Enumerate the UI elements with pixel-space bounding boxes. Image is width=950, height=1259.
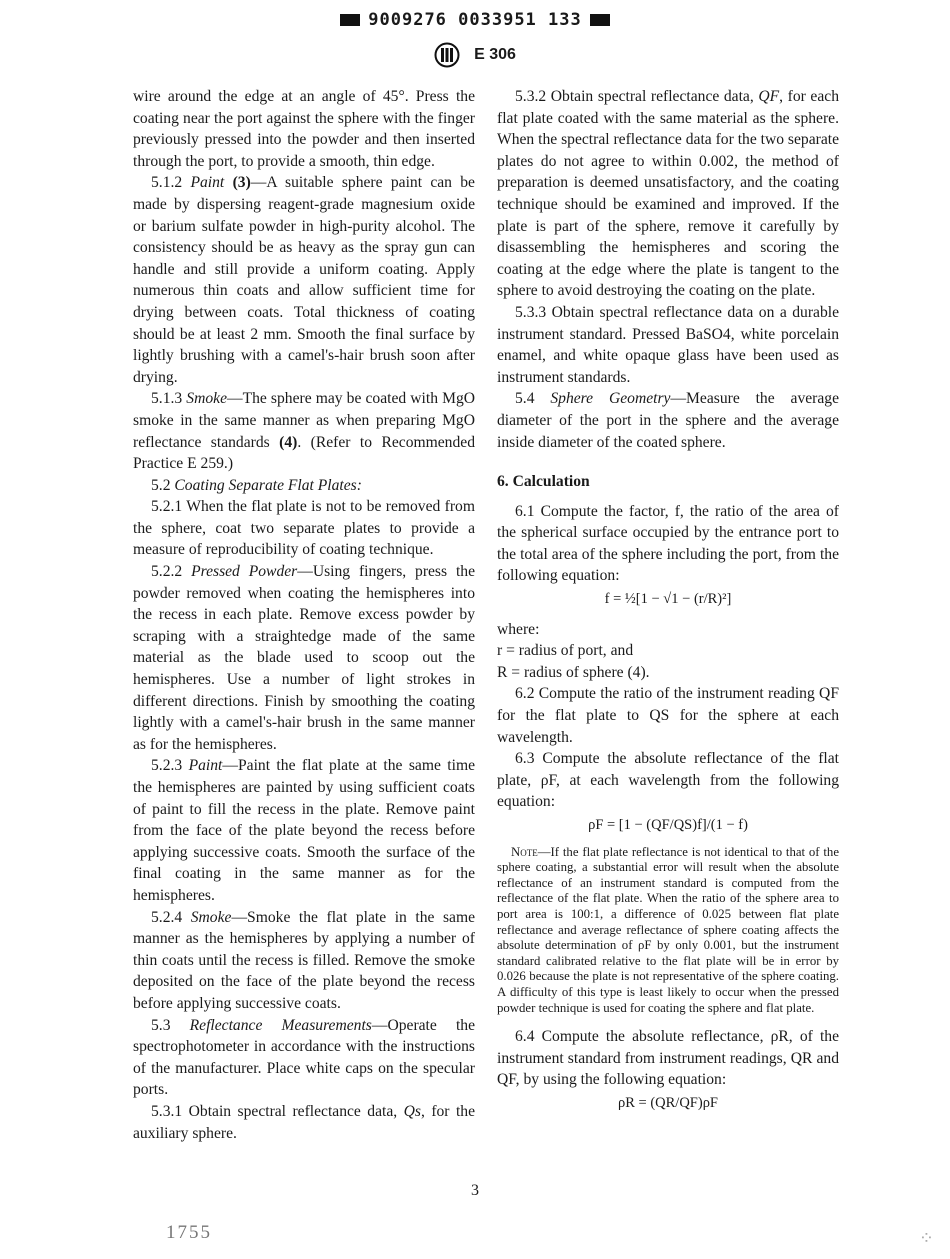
equation-flat-plate-reflectance: ρF = [1 − (QF/QS)f]/(1 − f): [588, 817, 748, 833]
document-barcode-line: [0, 10, 950, 30]
astm-logo-icon: [434, 42, 460, 68]
note-block: [497, 845, 839, 1017]
paragraph-5-2-4: 5.2.4 Smoke—Smoke the flat plate in the same manner as the hemispheres by applying a number of thin coats until the recess is filled. Remove the smoke deposited on the face of the plate beyond the recess before applying successive coats.: [133, 908, 476, 1012]
where-R-definition: R = radius of sphere (4).: [497, 663, 650, 681]
note-body: —If the flat plate reflectance is not identical to that of the sphere coating, a substantial error will result when the absolute reflectance of an instrument standard is computed from the reflectance of the flat plate. When the ratio of the sphere area to port area is 100:1, a difference of 0.025 between flat plate reflectance and average reflectance of sphere coating affects the absolute determination of ρF by only 0.001, but the instrument standard calibrated relative to the flat plate will be in error by 0.026 because the plate is not representative of the sphere coating. A difficulty of this type is least likely to occur when the pressed powder technique is used for coating the sphere and flat plate.: [497, 844, 839, 1015]
paragraph-continued: wire around the edge at an angle of 45°. Press the coating near the port against the sphere with the finger previously pressed into the powder and then inserted through the port, to provide a smooth, thin edge.: [133, 88, 475, 170]
right-column: [497, 86, 839, 1123]
page-stamp: 1755: [166, 1222, 212, 1243]
barcode-text: 9009276 0033951 133: [368, 10, 582, 30]
page-header: [0, 42, 950, 68]
paragraph-5-1-3: 5.1.3 Smoke—The sphere may be coated with MgO smoke in the same manner as when preparing MgO reflectance standards (4). (Refer to Recommended Practice E 259.): [133, 390, 476, 473]
paragraph-5-4: 5.4 Sphere Geometry—Measure the average diameter of the port in the sphere and the average inside diameter of the coated sphere.: [497, 390, 839, 451]
note-label: Note: [511, 844, 538, 859]
designation-label: E 306: [474, 46, 516, 63]
paragraph-6-2: 6.2 Compute the ratio of the instrument reading QF for the flat plate to QS for the sphere at each wavelength.: [497, 685, 839, 746]
page-number: 3: [471, 1182, 479, 1199]
paragraph-5-3-3: 5.3.3 Obtain spectral reflectance data on a durable instrument standard. Pressed BaSO4, white porcelain enamel, and white opaque glass have been used as instrument standards.: [497, 303, 839, 386]
paragraph-5-1-2: 5.1.2 Paint (3)—A suitable sphere paint can be made by dispersing reagent-grade magnesium oxide or barium sulfate powder in high-purity alcohol. The consistency should be as heavy as the spray gun can handle and still provide a uniform coating. Apply numerous thin coats and allow sufficient time for drying between coats. Total thickness of coating should be at least 2 mm. Smooth the final surface by lightly brushing with a camel's-hair brush soon after drying.: [133, 174, 475, 386]
paragraph-6-3: 6.3 Compute the absolute reflectance of the flat plate, ρF, at each wavelength from the following equation:: [497, 750, 839, 811]
paragraph-5-2-2: 5.2.2 Pressed Powder—Using fingers, press the powder removed when coating the hemispheres into the recess in each plate. Remove excess powder by scraping with a straightedge made of the same material as the blade used to scoop out the hemispheres. Use a number of light strokes in different directions. Finish by smoothing the coating lightly with a camel's-hair brush in the same manner as for the hemispheres.: [133, 563, 475, 753]
where-r-definition: r = radius of port, and: [497, 642, 634, 660]
barcode-bar-left: [340, 14, 360, 26]
paragraph-5-2: 5.2 Coating Separate Flat Plates:: [151, 476, 362, 494]
paragraph-6-4: 6.4 Compute the absolute reflectance, ρR, of the instrument standard from instrument readings, QR and QF, by using the following equation:: [497, 1028, 839, 1089]
section-heading-calculation: 6. Calculation: [497, 473, 590, 491]
equation-instrument-standard: ρR = (QR/QF)ρF: [618, 1094, 718, 1111]
left-column: [133, 86, 475, 1144]
paragraph-5-3: 5.3 Reflectance Measurements—Operate the spectrophotometer in accordance with the instructions of the manufacturer. Place white caps on the specular ports.: [133, 1016, 475, 1099]
scan-speck: ⁘: [918, 1228, 934, 1248]
paragraph-5-2-1: 5.2.1 When the flat plate is not to be removed from the sphere, coat two separate plates to provide a measure of reproducibility of coating technique.: [133, 498, 475, 559]
paragraph-5-2-3: 5.2.3 Paint—Paint the flat plate at the same time the hemispheres are painted by using sufficient coats of paint to fill the recess in the plate. Remove paint from the face of the plate beyond the recess before applying successive coats. Smooth the surface of the final coating in the same manner as for the hemispheres.: [133, 757, 475, 904]
paragraph-5-3-1: 5.3.1 Obtain spectral reflectance data, Qs, for the auxiliary sphere.: [133, 1102, 475, 1142]
paragraph-5-3-2: 5.3.2 Obtain spectral reflectance data, QF, for each flat plate coated with the same material as the sphere. When the spectral reflectance data for the two separate plates do not agree to within 0.002, the method of preparation is deemed unsatisfactory, and the coating technique should be examined and improved. If the plate is part of the sphere, remove it carefully by disassembling the hemispheres and scoring the coating at the edge where the plate is tangent to the sphere to avoid destroying the coating on the plate.: [497, 88, 840, 300]
where-label: where:: [497, 620, 540, 638]
barcode-bar-right: [590, 14, 610, 26]
paragraph-6-1: 6.1 Compute the factor, f, the ratio of the area of the spherical surface occupied by the entrance port to the total area of the sphere including the port, from the following equation:: [497, 502, 839, 585]
equation-factor: f = ½[1 − √1 − (r/R)²]: [604, 591, 732, 608]
